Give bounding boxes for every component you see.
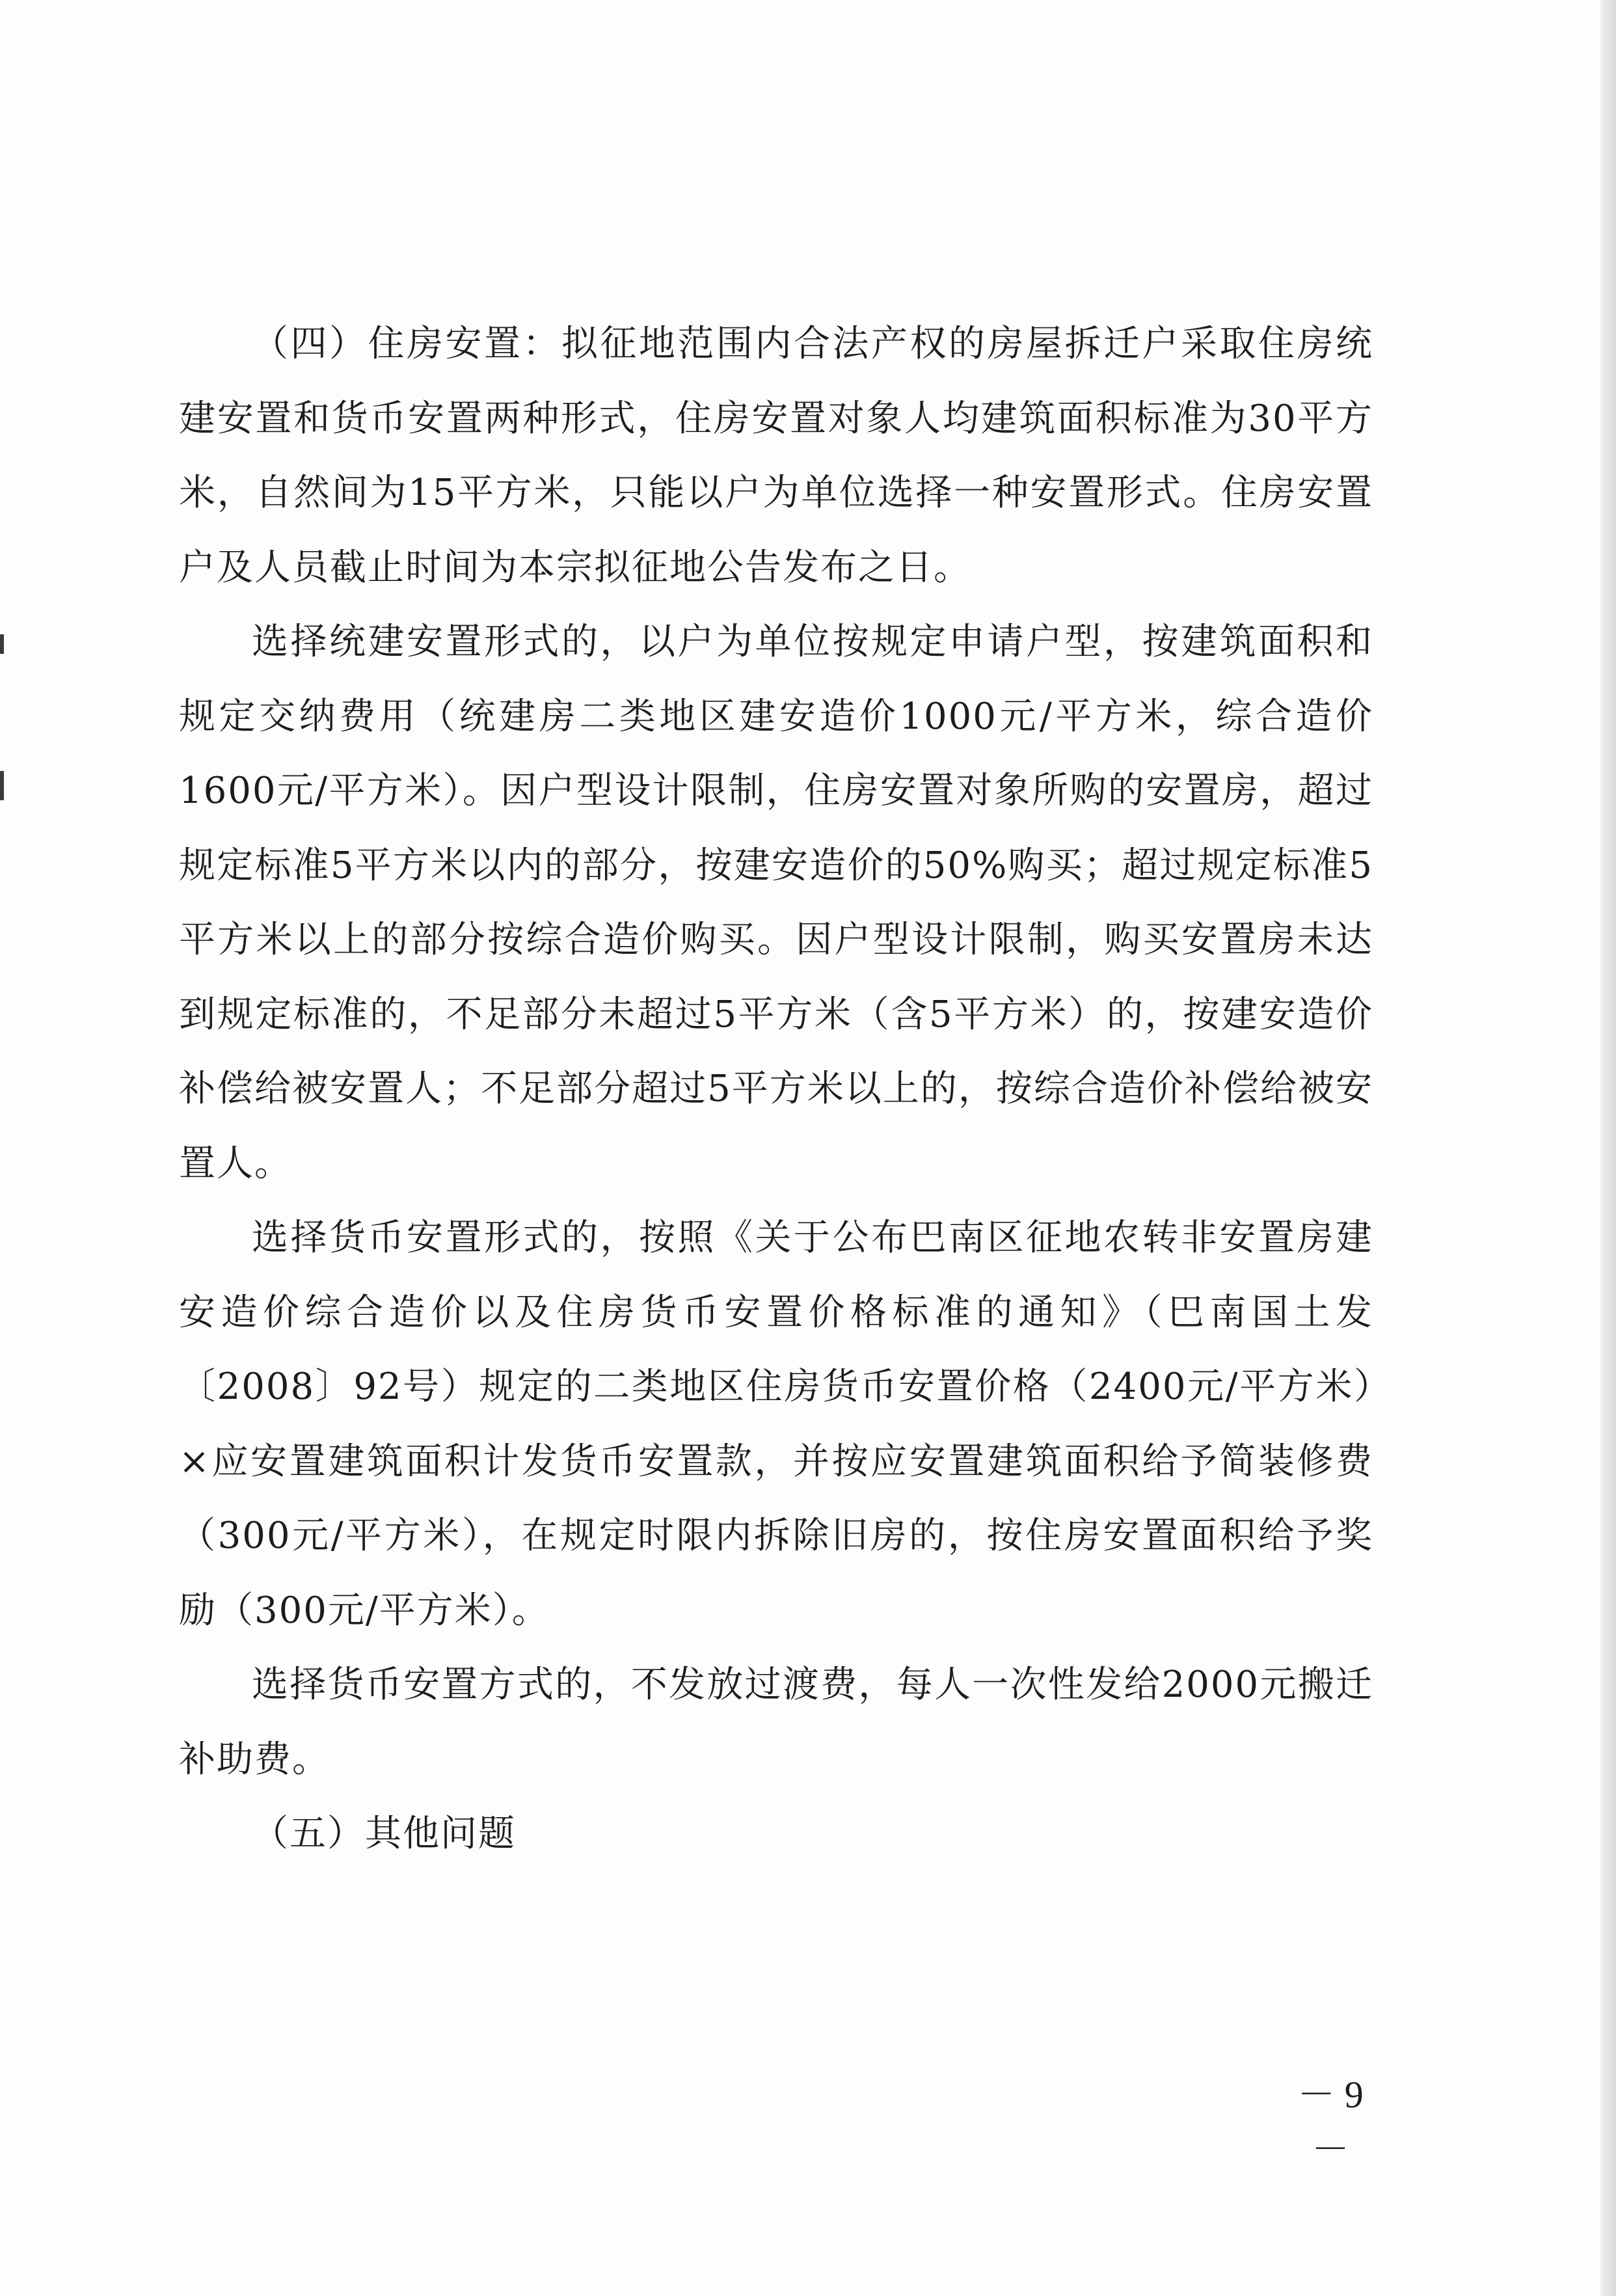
document-body: [179, 307, 1373, 1872]
paragraph-housing-resettlement: （四）住房安置：拟征地范围内合法产权的房屋拆迁户采取住房统建安置和货币安置两种形式，住房安置对象人均建筑面积标准为30平方米，自然间为15平方米，只能以户为单位选择一种安置形式。住房安置户及人员截止时间为本宗拟征地公告发布之日。: [179, 323, 1373, 589]
scan-mark: [0, 634, 4, 654]
paragraph-monetary-resettlement: 选择货币安置形式的，按照《关于公布巴南区征地农转非安置房建安造价综合造价以及住房货币安置价格标准的通知》（巴南国土发〔2008〕92号）规定的二类地区住房货币安置价格（2400元/平方米）×应安置建筑面积计发货币安置款，并按应安置建筑面积给予简装修费（300元/平方米），在规定时限内拆除旧房的，按住房安置面积给予奖励（300元/平方米）。: [179, 1217, 1373, 1632]
section-heading-other-issues: （五）其他问题: [252, 1813, 516, 1855]
paragraph-relocation-subsidy: 选择货币安置方式的，不发放过渡费，每人一次性发给2000元搬迁补助费。: [179, 1664, 1373, 1781]
page-number: － 9 －: [1297, 2073, 1364, 2170]
scan-edge-right: [1600, 0, 1616, 2296]
paragraph-unified-construction: 选择统建安置形式的，以户为单位按规定申请户型，按建筑面积和规定交纳费用（统建房二类地区建安造价1000元/平方米，综合造价1600元/平方米）。因户型设计限制，住房安置对象所购的安置房，超过规定标准5平方米以内的部分，按建安造价的50%购买；超过规定标准5平方米以上的部分按综合造价购买。因户型设计限制，购买安置房未达到规定标准的，不足部分未超过5平方米（含5平方米）的，按建安造价补偿给被安置人；不足部分超过5平方米以上的，按综合造价补偿给被安置人。: [179, 621, 1373, 1185]
scan-mark: [0, 771, 4, 800]
